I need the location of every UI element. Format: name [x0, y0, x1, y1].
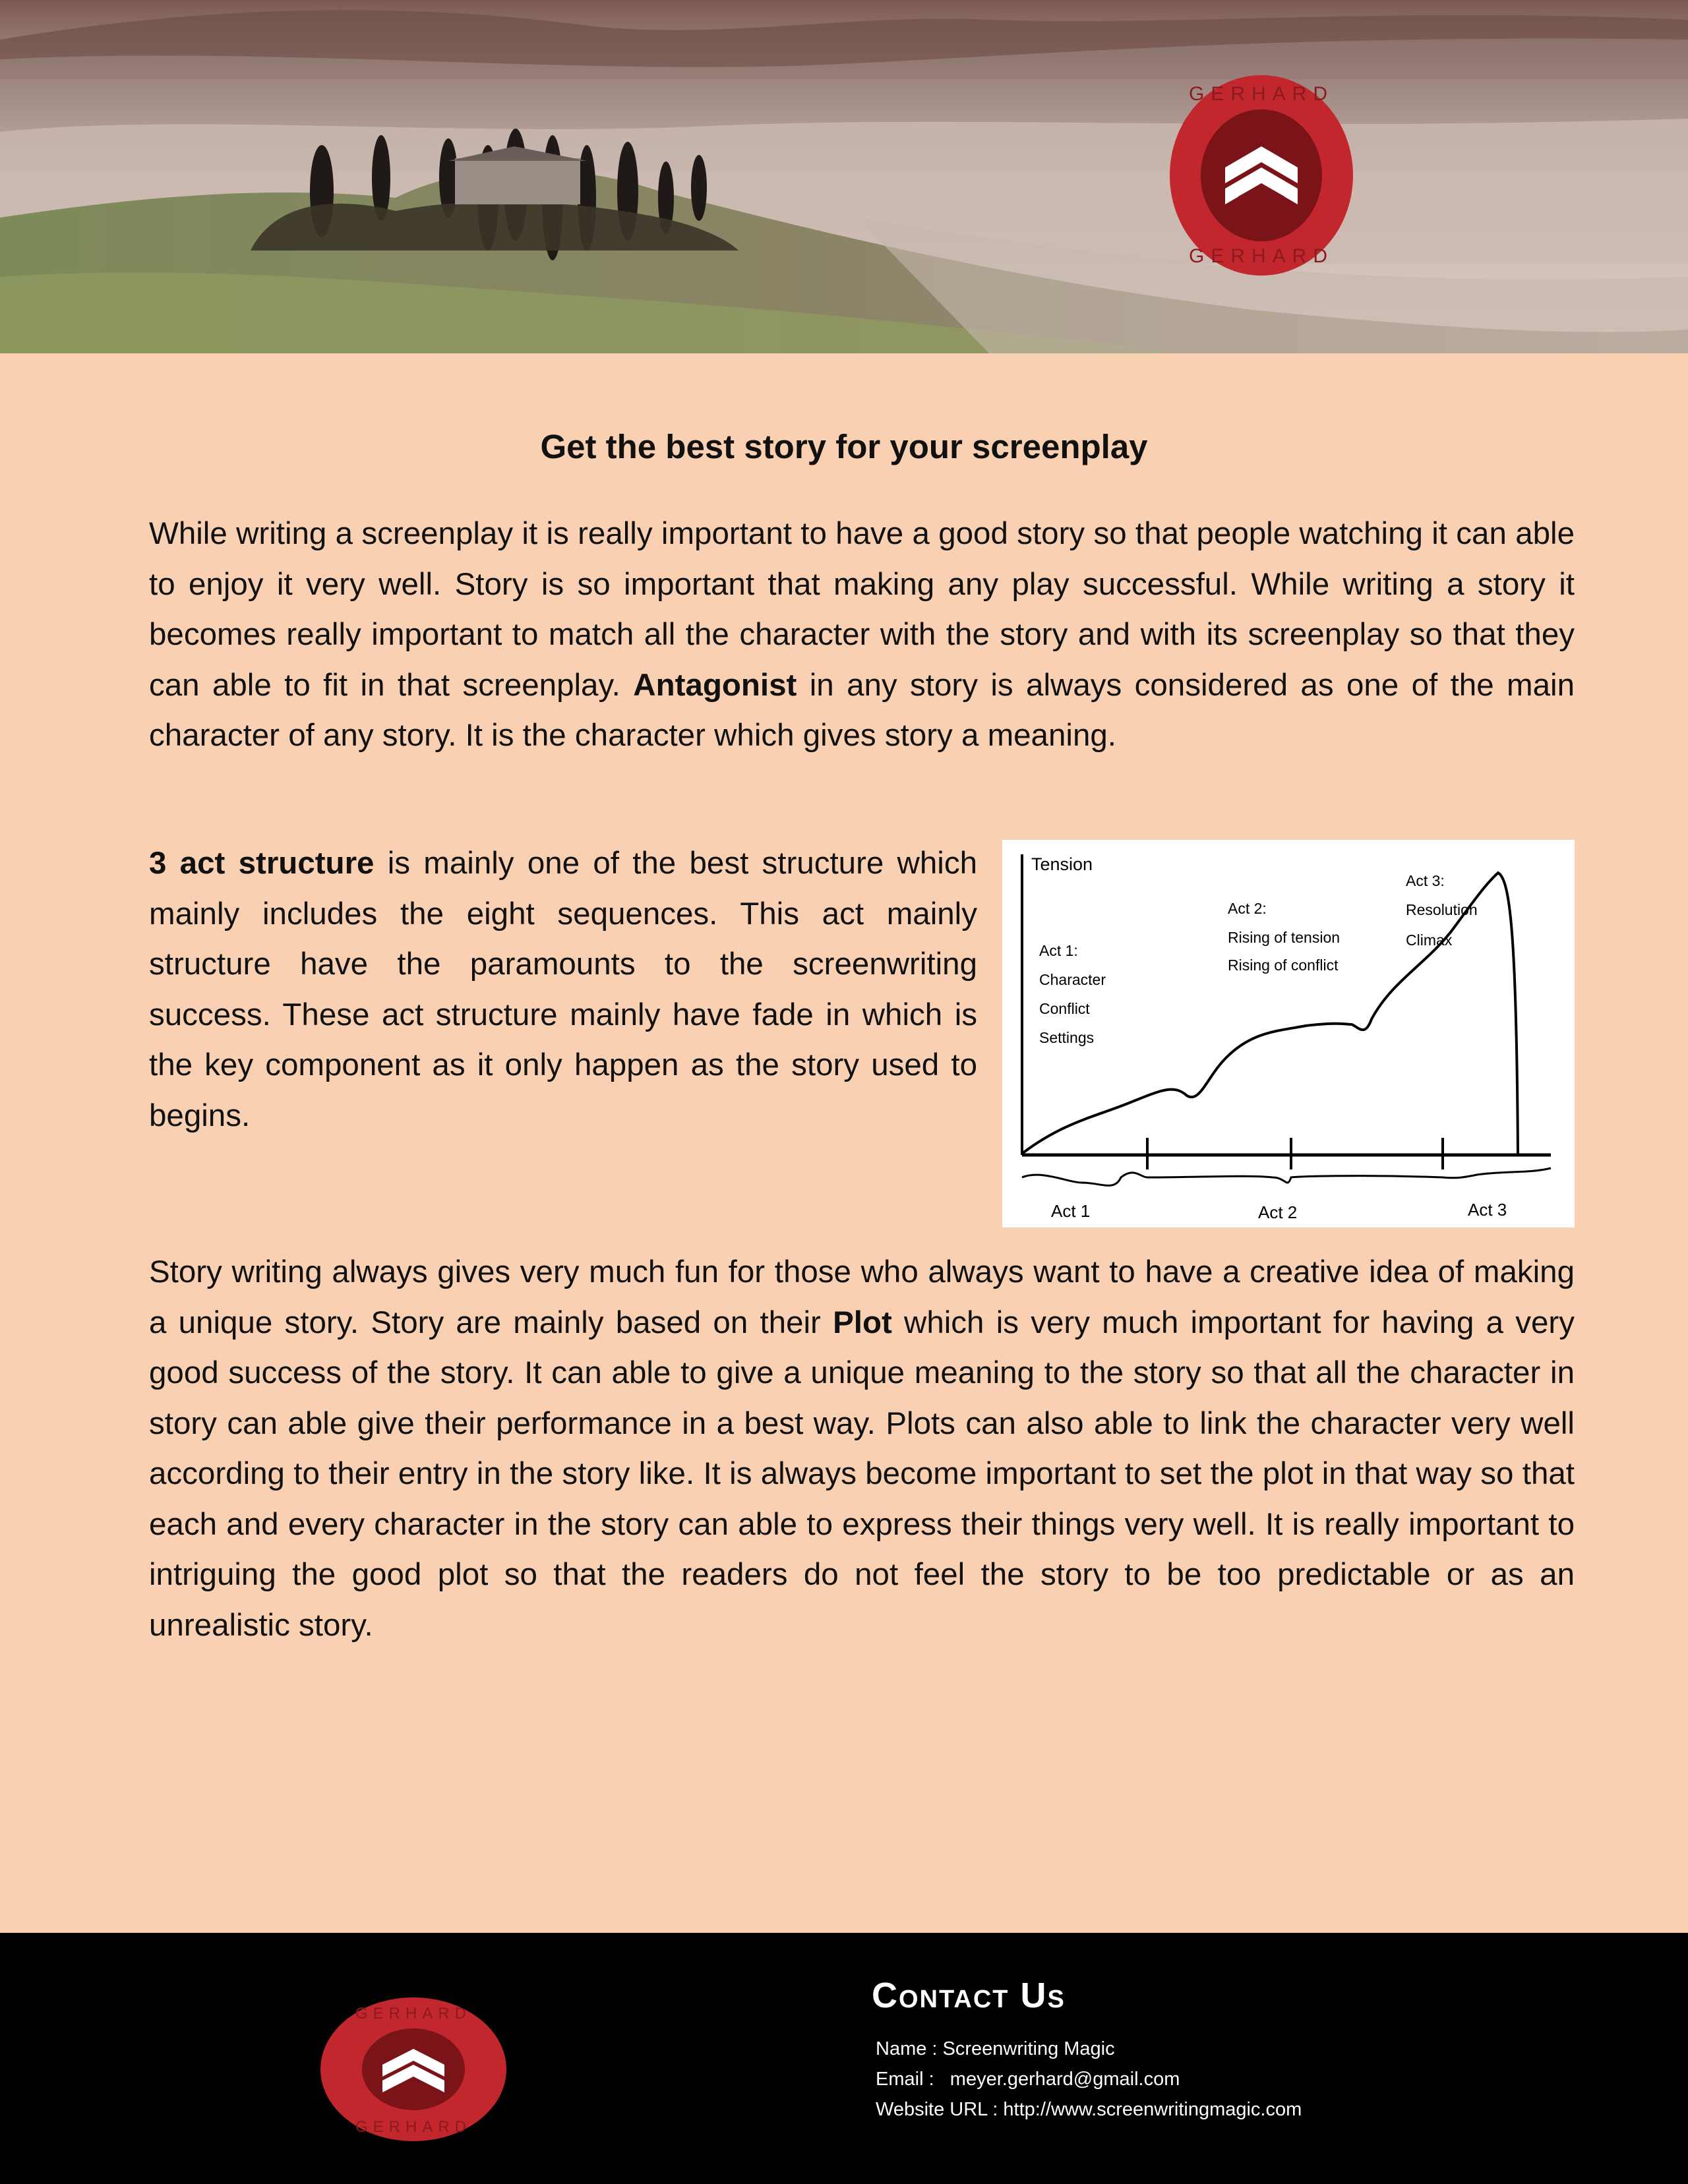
plot-paragraph	[149, 1247, 1575, 1651]
act-braces	[1022, 1168, 1551, 1185]
x-label-act1: Act 1	[1051, 1201, 1091, 1221]
svg-text:GERHARD: GERHARD	[355, 2118, 472, 2136]
act-structure-text: is mainly one of the best structure which mainly includes the eight sequences. This act mainly structure have the paramounts to the screenwriting success. These act structure mainly have fade in which is the key component as it only happen as the story used to begins.	[149, 846, 977, 1133]
x-label-act2: Act 2	[1258, 1202, 1298, 1222]
intro-paragraph	[149, 509, 1575, 761]
landscape-image	[0, 0, 1688, 353]
act2-item-2: Rising of conflict	[1228, 957, 1339, 974]
svg-text:GERHARD: GERHARD	[1188, 83, 1335, 105]
svg-text:GERHARD: GERHARD	[355, 2005, 472, 2022]
contact-website[interactable]: Website URL : http://www.screenwritingmagic.com	[876, 2099, 1302, 2120]
footer-gerhard-logo	[319, 1996, 508, 2142]
act1-title: Act 1:	[1039, 942, 1078, 959]
act2-title: Act 2:	[1228, 900, 1267, 917]
act3-item-1: Resolution	[1406, 901, 1478, 918]
header-banner	[0, 0, 1688, 353]
act2-item-1: Rising of tension	[1228, 929, 1341, 946]
act3-title: Act 3:	[1406, 872, 1445, 889]
plot-text-2: which is very much important for having a very good success of the story. It can able to give a unique meaning to the story so that all the character in story can able give their performance in a best way. Plots can also able to link the character very well according to their entry in the story like. It is always become important to set the plot in that way so that each and every character in the story can able to express their things very well. It is really important to intriguing the good plot so that the readers do not feel the story to be too predictable or as an unrealistic story.	[149, 1305, 1575, 1643]
three-act-diagram	[1002, 840, 1575, 1227]
tension-label: Tension	[1031, 854, 1093, 874]
act-structure-bold: 3 act structure	[149, 846, 375, 881]
act1-item-2: Conflict	[1039, 1000, 1090, 1017]
act1-item-3: Settings	[1039, 1029, 1095, 1046]
x-label-act3: Act 3	[1468, 1200, 1507, 1220]
page-title: Get the best story for your screenplay	[540, 428, 1148, 465]
footer	[0, 1933, 1688, 2184]
intro-text-2: in any story is always considered as one of the main character of any story. It is the character which gives story a meaning.	[149, 667, 1575, 753]
contact-email[interactable]: Email : meyer.gerhard@gmail.com	[876, 2069, 1180, 2090]
act1-item-1: Character	[1039, 971, 1106, 988]
contact-name: Name : Screenwriting Magic	[876, 2038, 1115, 2059]
contact-title: Contact Us	[872, 1976, 1066, 2015]
act-structure-paragraph	[149, 839, 977, 1141]
act3-item-2: Climax	[1406, 931, 1453, 949]
svg-text:GERHARD: GERHARD	[1188, 245, 1335, 267]
plot-text-1: Story writing always gives very much fun for those who always want to have a creative idea of making a unique story. Story are mainly based on their	[149, 1254, 1575, 1340]
gerhard-logo	[1168, 74, 1354, 277]
antagonist-bold: Antagonist	[633, 667, 797, 703]
intro-text-1: While writing a screenplay it is really important to have a good story so that people watching it can able to enjoy it very well. Story is so important that making any play successful. While writing a story it becomes really important to match all the character with the story and with its screenplay so that they can able to fit in that screenplay.	[149, 516, 1575, 703]
plot-bold: Plot	[833, 1305, 892, 1340]
